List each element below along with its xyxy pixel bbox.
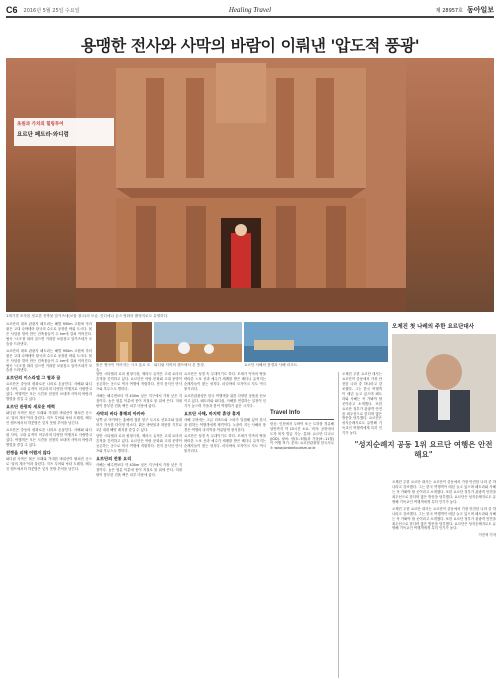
thumb-caption-2: 와디럼 사막의 캠프에서 본 풍경. — [154, 363, 205, 367]
page-header — [6, 4, 494, 18]
desert-photo — [154, 322, 242, 362]
column-divider — [338, 372, 339, 678]
article-column-2 — [96, 372, 182, 682]
headline: 용맹한 전사와 사막의 바람이 이뤄낸 '압도적 풍광' — [80, 36, 420, 55]
thumb-caption-3: 요르단 사해의 풍경과 사해 리조트. — [244, 363, 299, 367]
subheading: 전쟁을 피해 어렵지 않다 — [6, 449, 51, 455]
photo-siq — [96, 322, 152, 362]
interview-label: 오제진 첫 나레의 주한 요르단대사 — [392, 324, 475, 330]
treasury-illustration — [76, 58, 406, 312]
travel-info-title: Travel Info — [270, 409, 334, 420]
issue-date: 2016년 5월 25일 수요일 — [23, 7, 80, 14]
paragraph: 요르단은 성경 속 무대이기도 하다. 모세가 약속의 땅을 바라본 느보 산과 예수가 세례를 받은 베다니 유적지는 순례자들이 찾는 성지다. 마다바의 모자이크 지도 역시 볼거리다. — [184, 434, 266, 454]
subheading: 요르단 사해, 마지막 휴양 휴게 — [184, 410, 240, 416]
subheading: 요르단의 전통 요리 — [96, 456, 132, 462]
interview-column-1 — [342, 372, 382, 678]
photo-desert-camp — [154, 322, 242, 362]
article-column-1 — [6, 322, 92, 682]
paragraph: 사해는 해수면보다 약 430m 낮은 지구에서 가장 낮은 지점이다. 높은 염분 덕분에 몸이 저절로 물 위에 뜬다. 미네랄이 풍부한 진흙 팩은 피부 미용에 좋다. — [96, 393, 182, 408]
portrait-photo — [392, 334, 496, 432]
travel-info-body: 항공: 인천에서 두바이 또는 도하를 경유해 암만까지 약 15시간 소요. 비자: 공항에서 도착 비자 발급 가능. 통화: 요르단 디나르(JOD). 날씨: 봄(3∼5월)과 가을(9∼11월)이 여행 적기. 문의: 요르단관광청 한국사무소 www.jordantourism.or.kr — [270, 421, 334, 451]
subheading: 사막의 바다 홍해의 아카바 — [96, 410, 145, 416]
paragraph: 오제진 주한 요르단 대사는 요르단이 중동에서 가장 안전한 나라 중 하나라고 강조했다. 그는 한국 여행객이 매년 늘고 있으며 페트라와 사해는 꼭 가봐야 할 곳이라고 소개했다. 또한 요르단 정부가 관광객 안전을 최우선으로 한다며 많은 방문을 당부했다. 요르단은 성지순례지로도 유명해 기독교인 여행객에게 특히 인기가 높다. — [392, 480, 496, 504]
newspaper-logo: 동아일보 — [466, 6, 494, 14]
paragraph: 암만 시타델과 로마 원형극장, 제라시 유적은 고대 로마의 흔적을 간직하고 있다. 요르단은 아랍 문화와 고대 문명이 공존하는 곳으로 역사 여행에 적합하다. 현지 음식인 만사프와 후무스도 별미다. — [96, 434, 182, 454]
paragraph: 오제진 주한 요르단 대사는 요르단이 중동에서 가장 안전한 나라 중 하나라고 강조했다. 그는 한국 여행객이 매년 늘고 있으며 페트라와 사해는 꼭 가봐야 할 곳이라고 소개했다. 또한 요르단 정부가 관광객 안전을 최우선으로 한다며 많은 방문을 당부했다. 요르단은 성지순례지로도 유명해 기독교인 여행객에게 특히 인기가 높다. — [392, 506, 496, 531]
section-title: Healing Travel — [228, 6, 272, 14]
header-right — [436, 5, 494, 15]
kicker: 초원과 가치의 힐링투어 — [17, 122, 64, 127]
travel-info-box — [270, 409, 334, 679]
photo-dead-sea — [244, 322, 388, 362]
paragraph: 남쪽 끝 아카바는 홍해에 접한 항구 도시로 산호초와 열대어가 가득한 다이빙 명소다. 맑은 바닷물과 따뜻한 기후로 1년 내내 해양 레저를 즐길 수 있다. — [96, 417, 182, 432]
paragraph: 요르단은 중동의 평화로운 나라로 손꼽힌다. 사해와 와디럼 사막, 고대 유적이 어우러져 다양한 여행지로 사랑받고 있다. 여행객은 모든 시간을 천천히 보내며 사막의 바람과 별빛을 즐길 수 있다. — [6, 428, 92, 447]
article-column-3 — [184, 372, 266, 682]
interview-column-2 — [392, 480, 496, 680]
page-number: C6 — [6, 5, 18, 15]
thumb-caption-1: 붉은 협곡이 이어지는 시크 통로 모습. — [96, 363, 151, 372]
section-kicker-box — [14, 118, 114, 146]
issue-number: 제 28957호 — [435, 7, 463, 14]
paragraph: 요르단의 대표 관광지 페트라는 해발 950m 고원에 자리 잡은 고대 나바테아 왕국의 수도로 웅장한 바위 도시다. 붉은 사암을 깎아 만든 건축물들이 수 km에 걸쳐 이어진다. 협곡 '시크'를 따라 걸으면 거대한 보물창고 알카즈네가 모습을 드러낸다. — [6, 322, 92, 346]
paragraph: 요르단의 대표 관광지 페트라는 해발 950m 고원에 자리 잡은 고대 나바테아 왕국의 수도로 웅장한 바위 도시다. 붉은 사암을 깎아 만든 건축물들이 수 km에 걸쳐 이어진다. 협곡 '시크'를 따라 걸으면 거대한 보물창고 알카즈네가 모습을 드러낸다. — [6, 348, 92, 373]
paragraph: 요르단은 중동의 평화로운 나라로 손꼽힌다. 사해와 와디럼 사막, 고대 유적이 어우러져 다양한 여행지로 사랑받고 있다. 여행객은 모든 시간을 천천히 보내며 사막의 바람과 별빛을 즐길 수 있다. — [6, 382, 92, 402]
canyon-photo — [96, 322, 152, 362]
paragraph: 와디럼 사막은 붉은 모래와 거대한 바위산이 펼쳐진 곳으로 '달의 계곡'이라 불린다. 지프 투어와 낙타 트레킹, 베두인 캠프에서의 하룻밤은 잊지 못할 추억을 남긴다. — [6, 411, 92, 426]
paragraph: 사해는 해수면보다 약 430m 낮은 지구에서 가장 낮은 지점이다. 높은 염분 덕분에 몸이 저절로 물 위에 뜬다. 미네랄이 풍부한 진흙 팩은 피부 미용에 좋다. — [96, 463, 182, 478]
dead-sea-photo — [244, 322, 388, 362]
kicker-title: 요르단 페트라·와디럼 — [17, 132, 69, 138]
byline: 이진혁 기자 — [478, 533, 496, 538]
paragraph: 오제진 주한 요르단 대사는 요르단이 중동에서 가장 안전한 나라 중 하나라고 강조했다. 그는 한국 여행객이 매년 늘고 있으며 페트라와 사해는 꼭 가봐야 할 곳이라고 소개했다. 또한 요르단 정부가 관광객 안전을 최우선으로 한다며 많은 방문을 당부했다. 요르단은 성지순례지로도 유명해 기독교인 여행객에게 특히 인기가 높다. — [342, 372, 382, 436]
hero-caption: 1세기경 조각된 정교한 건축물 알카즈네(보물 창고)의 모습. 인디애나 존스 영화의 촬영지로도 유명하다. — [6, 314, 169, 318]
hero-photo — [6, 58, 494, 312]
paragraph: 암만 시타델과 로마 원형극장, 제라시 유적은 고대 로마의 흔적을 간직하고 있다. 요르단은 아랍 문화와 고대 문명이 공존하는 곳으로 역사 여행에 적합하다. 현지 음식인 만사프와 후무스도 별미다. — [96, 372, 182, 391]
subheading: 요르단의 이스라엘 그 혈과 꿈 — [6, 375, 61, 381]
paragraph: 와디럼 사막은 붉은 모래와 거대한 바위산이 펼쳐진 곳으로 '달의 계곡'이라 불린다. 지프 투어와 낙타 트레킹, 베두인 캠프에서의 하룻밤은 잊지 못할 추억을 남긴다. — [6, 456, 92, 471]
interview-quote: "성지순례지 공동 1위 요르단 여행은 안전해요" — [354, 440, 493, 459]
paragraph: 요르단은 성경 속 무대이기도 하다. 모세가 약속의 땅을 바라본 느보 산과 예수가 세례를 받은 베다니 유적지는 순례자들이 찾는 성지다. 마다바의 모자이크 지도 역시 볼거리다. — [184, 372, 266, 391]
paragraph: 사해 주변에는 고급 리조트와 스파가 밀집해 있어 휴식을 원하는 여행객에게 제격이다. 노을이 지는 사해의 풍경은 여행의 마지막을 아름답게 장식한다. — [184, 417, 266, 432]
paragraph: 요르단관광청은 한국 여행객을 위한 다양한 상품을 선보이고 있다. 페트라와 와디럼, 사해를 연결하는 일정이 인기가 높으며 가을과 봄이 여행하기 좋은 시기다. — [184, 393, 266, 408]
subheading: 요르단 관광의 새로운 매력 — [6, 404, 55, 410]
ambassador-portrait — [392, 334, 496, 432]
